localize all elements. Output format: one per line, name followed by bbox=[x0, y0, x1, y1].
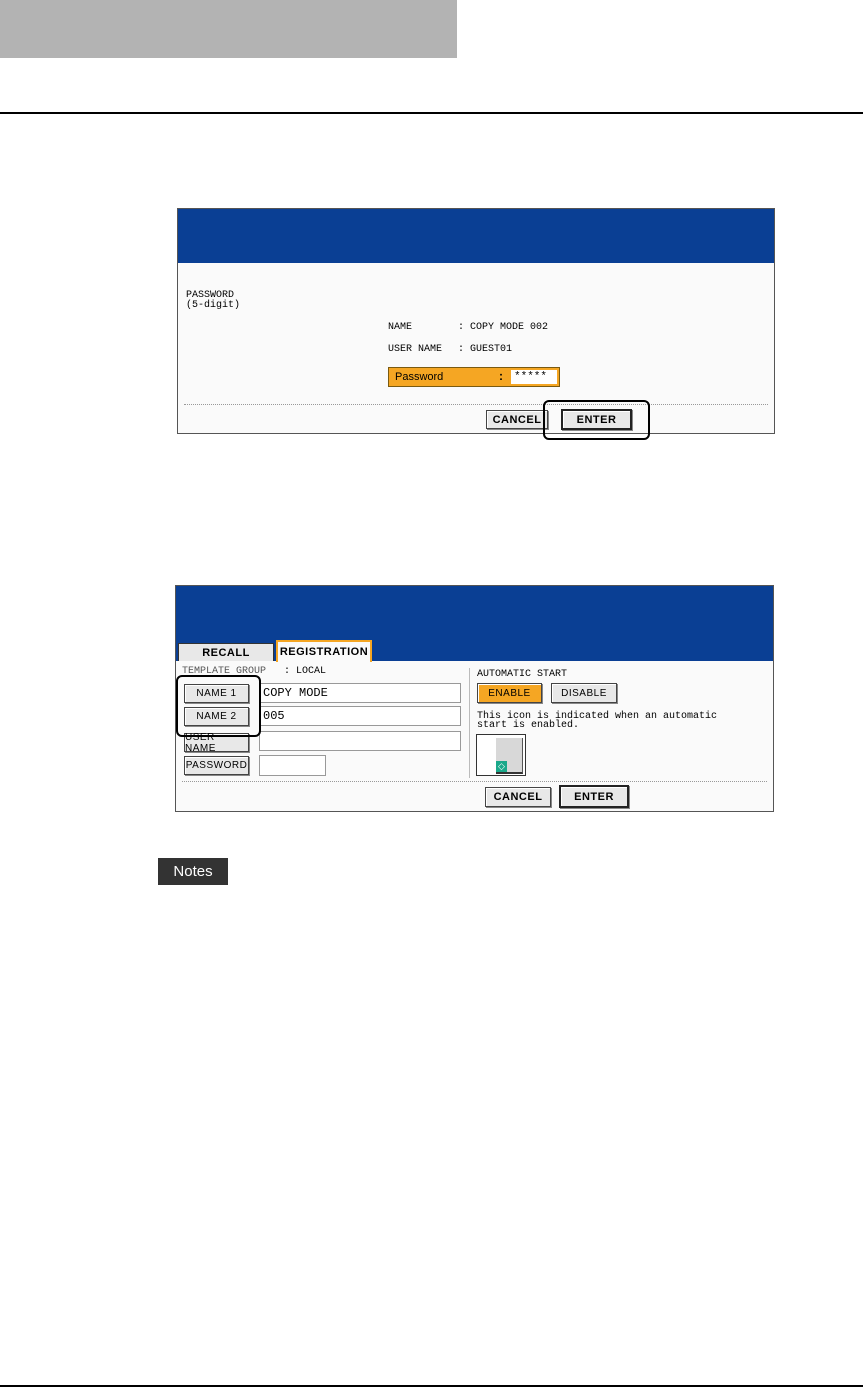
password-button[interactable]: PASSWORD bbox=[184, 756, 249, 775]
password-input[interactable]: ***** bbox=[511, 370, 557, 384]
disable-button[interactable]: DISABLE bbox=[551, 683, 617, 703]
chapter-header-bar bbox=[0, 0, 457, 58]
name2-field[interactable] bbox=[259, 706, 461, 726]
name-value: : COPY MODE 002 bbox=[458, 322, 549, 333]
divider bbox=[184, 404, 768, 405]
divider bbox=[182, 781, 767, 782]
name2-value: 005 bbox=[263, 709, 285, 723]
password-prompt-line2: (5-digit) bbox=[186, 300, 241, 311]
password-prompt-line1: PASSWORD bbox=[186, 290, 235, 301]
template-group-label: TEMPLATE GROUP bbox=[182, 666, 267, 677]
footer-rule bbox=[0, 1385, 863, 1387]
notes-badge: Notes bbox=[158, 858, 228, 885]
vertical-divider bbox=[469, 668, 470, 778]
template-group-value: : LOCAL bbox=[284, 666, 327, 677]
automatic-start-label: AUTOMATIC START bbox=[477, 669, 568, 680]
registration-screen bbox=[175, 585, 774, 812]
tab-registration[interactable]: REGISTRATION bbox=[276, 640, 372, 662]
name1-button[interactable]: NAME 1 bbox=[184, 684, 249, 703]
screen-title-bar bbox=[178, 209, 774, 263]
user-name-label: USER NAME bbox=[388, 344, 443, 355]
cancel-button[interactable]: CANCEL bbox=[485, 787, 551, 807]
name1-field[interactable] bbox=[259, 683, 461, 703]
user-name-value: : GUEST01 bbox=[458, 344, 513, 355]
info-text-line1: This icon is indicated when an automatic bbox=[477, 711, 718, 722]
enter-button[interactable]: ENTER bbox=[561, 409, 632, 430]
auto-start-icon-frame bbox=[476, 734, 526, 776]
header-rule bbox=[0, 112, 863, 114]
password-field[interactable] bbox=[259, 755, 326, 776]
info-text-line2: start is enabled. bbox=[477, 720, 580, 731]
user-name-button[interactable]: USER NAME bbox=[184, 733, 249, 752]
password-field[interactable] bbox=[388, 367, 560, 387]
cancel-button[interactable]: CANCEL bbox=[486, 410, 548, 429]
name1-value: COPY MODE bbox=[263, 686, 328, 700]
password-screen bbox=[177, 208, 775, 434]
tab-recall[interactable]: RECALL bbox=[178, 643, 274, 661]
name-buttons-callout bbox=[176, 675, 261, 737]
name-label: NAME bbox=[388, 322, 413, 333]
enable-button[interactable]: ENABLE bbox=[477, 683, 542, 703]
password-field-colon: : bbox=[499, 369, 503, 383]
enter-button[interactable]: ENTER bbox=[559, 785, 629, 808]
user-name-field[interactable] bbox=[259, 731, 461, 751]
password-field-label: Password bbox=[395, 371, 444, 383]
enter-button-callout bbox=[543, 400, 650, 440]
name2-button[interactable]: NAME 2 bbox=[184, 707, 249, 726]
start-icon: ◇ bbox=[496, 761, 507, 772]
